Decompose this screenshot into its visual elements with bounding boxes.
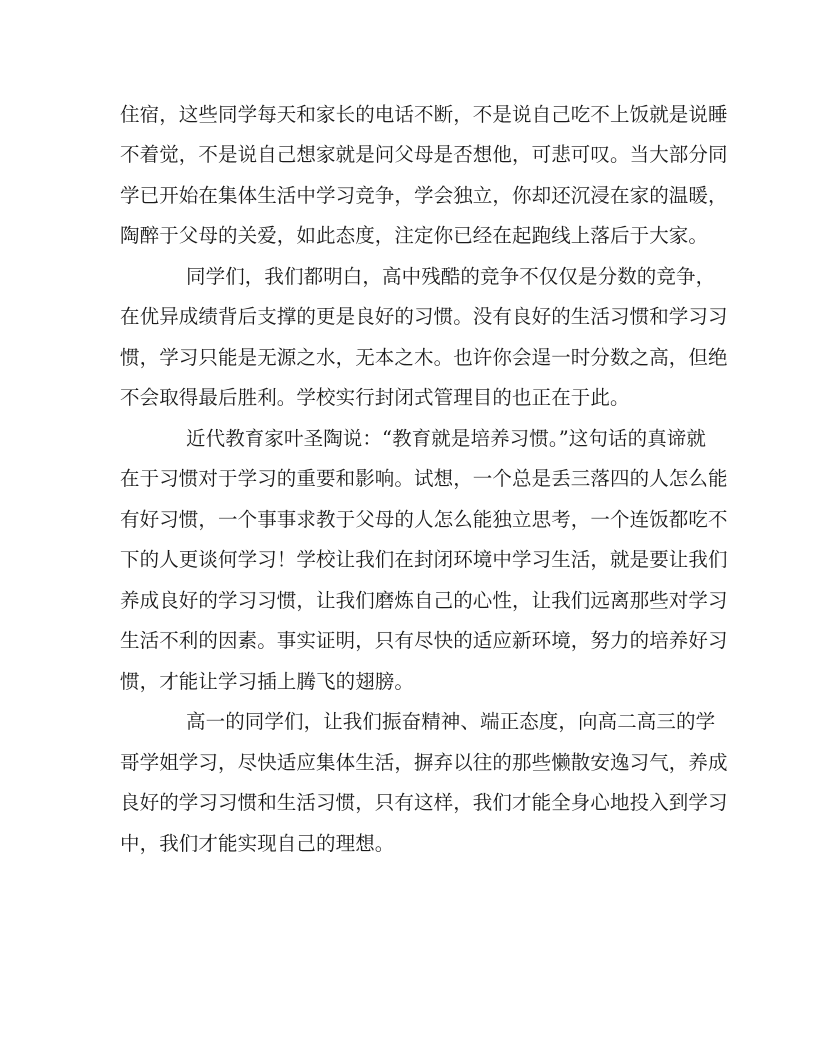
text-line: 生活不利的因素。事实证明，只有尽快的适应新环境，努力的培养好习	[120, 629, 728, 652]
text-line: 养成良好的学习习惯，让我们磨炼自己的心性，让我们远离那些对学习	[120, 589, 728, 612]
text-line: 惯，学习只能是无源之水，无本之木。也许你会逞一时分数之高，但绝	[120, 346, 728, 369]
text-line: 下的人更谈何学习！学校让我们在封闭环境中学习生活，就是要让我们	[120, 548, 728, 571]
text-line: 不着觉，不是说自己想家就是问父母是否想他，可悲可叹。当大部分同	[120, 143, 728, 166]
paragraph-start-line: 近代教育家叶圣陶说：“教育就是培养习惯。”这句话的真谛就	[186, 427, 706, 450]
text-line: 住宿，这些同学每天和家长的电话不断，不是说自己吃不上饭就是说睡	[120, 103, 728, 126]
paragraph-start-line: 高一的同学们，让我们振奋精神、端正态度，向高二高三的学	[186, 710, 716, 733]
text-line: 陶醉于父母的关爱，如此态度，注定你已经在起跑线上落后于大家。	[120, 224, 709, 247]
text-line: 在于习惯对于学习的重要和影响。试想，一个总是丢三落四的人怎么能	[120, 467, 728, 490]
text-line: 惯，才能让学习插上腾飞的翅膀。	[120, 670, 415, 693]
text-line: 学已开始在集体生活中学习竞争，学会独立，你却还沉浸在家的温暖，	[120, 184, 728, 207]
text-line: 在优异成绩背后支撑的更是良好的习惯。没有良好的生活习惯和学习习	[120, 305, 728, 328]
text-line: 中，我们才能实现自己的理想。	[120, 832, 395, 855]
paragraph-start-line: 同学们，我们都明白，高中残酷的竞争不仅仅是分数的竞争，	[186, 265, 716, 288]
text-line: 有好习惯，一个事事求教于父母的人怎么能独立思考，一个连饭都吃不	[120, 508, 728, 531]
text-line: 不会取得最后胜利。学校实行封闭式管理目的也正在于此。	[120, 386, 630, 409]
text-line: 哥学姐学习，尽快适应集体生活，摒弃以往的那些懒散安逸习气，养成	[120, 751, 728, 774]
text-line: 良好的学习习惯和生活习惯，只有这样，我们才能全身心地投入到学习	[120, 791, 728, 814]
